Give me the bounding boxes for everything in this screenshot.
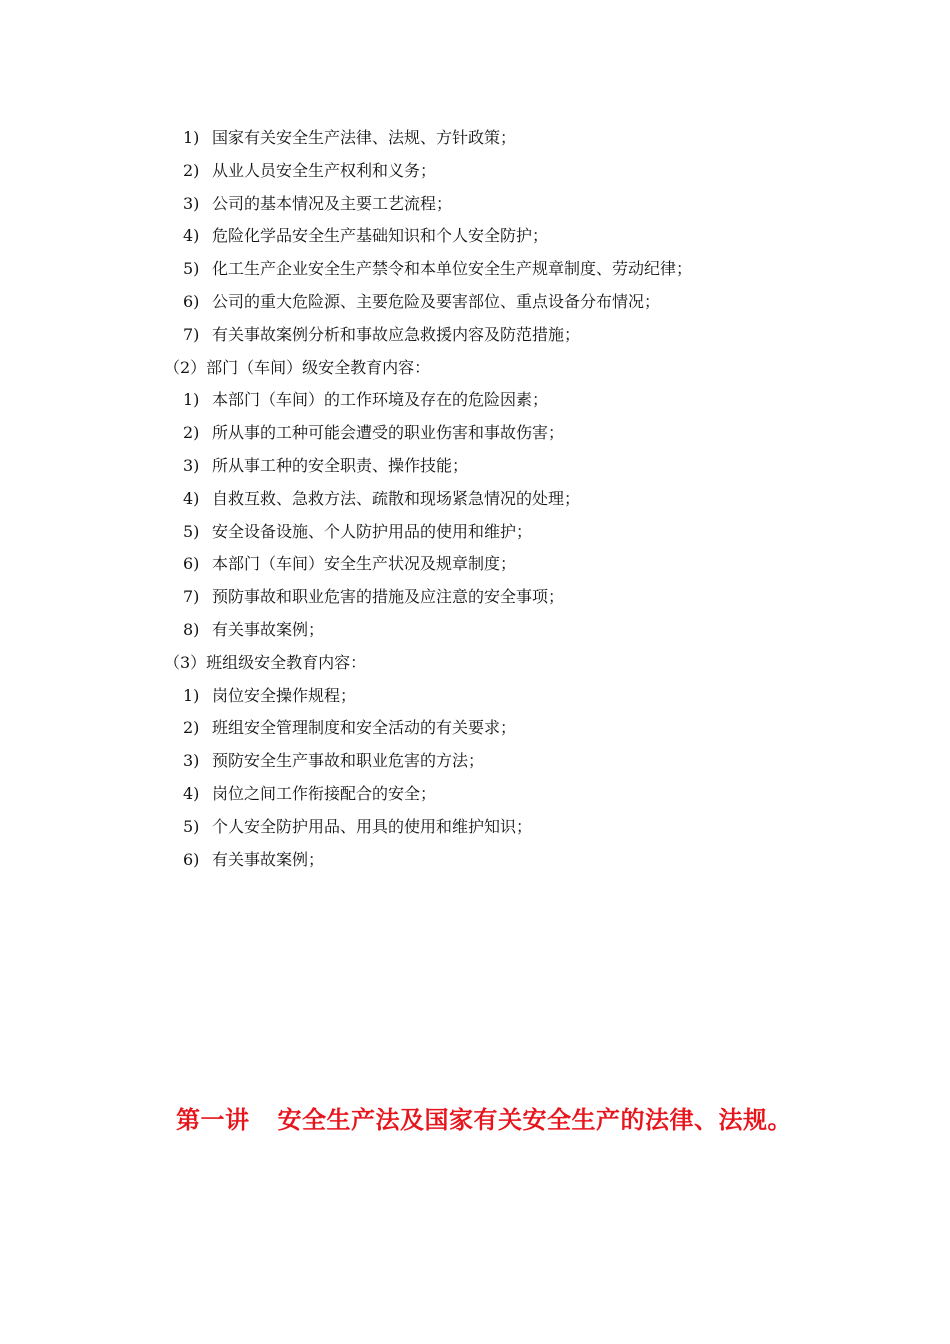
list-item: [0, 483, 950, 516]
item-number: 8): [183, 619, 200, 639]
item-number: 1): [183, 128, 200, 147]
item-number: 1): [183, 685, 200, 705]
item-text: 本部门（车间）的工作环境及存在的危险因素；: [212, 390, 549, 410]
item-number: 4): [183, 488, 200, 508]
item-number: 4): [183, 783, 200, 803]
item-text: 所从事工种的安全职责、操作技能；: [212, 455, 469, 475]
item-text: 本部门（车间）安全生产状况及规章制度；: [212, 554, 517, 574]
item-text: 个人安全防护用品、用具的使用和维护知识；: [212, 816, 533, 836]
list-item: [0, 220, 950, 253]
list-item: [0, 384, 950, 417]
item-text: 岗位之间工作衔接配合的安全；: [212, 783, 437, 803]
list-item: [0, 745, 950, 778]
item-number: 7): [183, 324, 200, 344]
item-number: 6): [183, 291, 200, 311]
list-item: [0, 155, 950, 188]
item-text: 预防安全生产事故和职业危害的方法；: [212, 751, 485, 771]
item-text: 有关事故案例；: [212, 619, 325, 639]
education-content-list: [0, 122, 950, 876]
item-number: 2): [183, 718, 200, 738]
section-heading: [0, 352, 950, 385]
list-item: [0, 811, 950, 844]
item-text: 有关事故案例；: [212, 849, 325, 869]
item-text: 安全设备设施、个人防护用品的使用和维护；: [212, 521, 533, 541]
item-text: 从业人员安全生产权利和义务；: [212, 160, 437, 180]
item-text: 班组安全管理制度和安全活动的有关要求；: [212, 718, 517, 738]
chapter-label: 第一讲: [176, 1106, 250, 1134]
item-text: 公司的基本情况及主要工艺流程；: [212, 193, 453, 213]
list-item: [0, 450, 950, 483]
chapter-title: 安全生产法及国家有关安全生产的法律、法规。: [277, 1106, 792, 1134]
list-item: [0, 581, 950, 614]
item-number: 6): [183, 554, 200, 574]
section-heading: [0, 647, 950, 680]
section-text: （2）部门（车间）级安全教育内容：: [164, 357, 431, 377]
item-text: 公司的重大危险源、主要危险及要害部位、重点设备分布情况；: [212, 291, 661, 311]
item-number: 4): [183, 226, 200, 246]
item-number: 3): [183, 455, 200, 475]
item-number: 1): [183, 390, 200, 410]
section-text: （3）班组级安全教育内容：: [164, 652, 367, 672]
item-number: 2): [183, 160, 200, 180]
item-text: 岗位安全操作规程；: [212, 685, 357, 705]
item-text: 预防事故和职业危害的措施及应注意的安全事项；: [212, 587, 565, 607]
list-item: [0, 548, 950, 581]
list-item: [0, 680, 950, 713]
item-number: 5): [183, 816, 200, 836]
item-text: 自救互救、急救方法、疏散和现场紧急情况的处理；: [212, 488, 581, 508]
list-item: [0, 417, 950, 450]
item-number: 6): [183, 849, 200, 869]
list-item: [0, 253, 950, 286]
list-item: [0, 516, 950, 549]
item-text: 有关事故案例分析和事故应急救援内容及防范措施；: [212, 324, 581, 344]
list-item: [0, 614, 950, 647]
item-number: 2): [183, 423, 200, 443]
item-number: 7): [183, 587, 200, 607]
item-text: 国家有关安全生产法律、法规、方针政策；: [212, 128, 517, 147]
item-text: 危险化学品安全生产基础知识和个人安全防护；: [212, 226, 549, 246]
list-item: [0, 844, 950, 877]
list-item: [0, 286, 950, 319]
chapter-heading: [176, 1100, 792, 1135]
list-item: [0, 778, 950, 811]
item-number: 5): [183, 521, 200, 541]
list-item: [0, 712, 950, 745]
item-text: 化工生产企业安全生产禁令和本单位安全生产规章制度、劳动纪律；: [212, 259, 693, 279]
list-item: [0, 188, 950, 221]
list-item: [0, 122, 950, 155]
item-number: 3): [183, 193, 200, 213]
item-text: 所从事的工种可能会遭受的职业伤害和事故伤害；: [212, 423, 565, 443]
item-number: 3): [183, 751, 200, 771]
item-number: 5): [183, 259, 200, 279]
list-item: [0, 319, 950, 352]
